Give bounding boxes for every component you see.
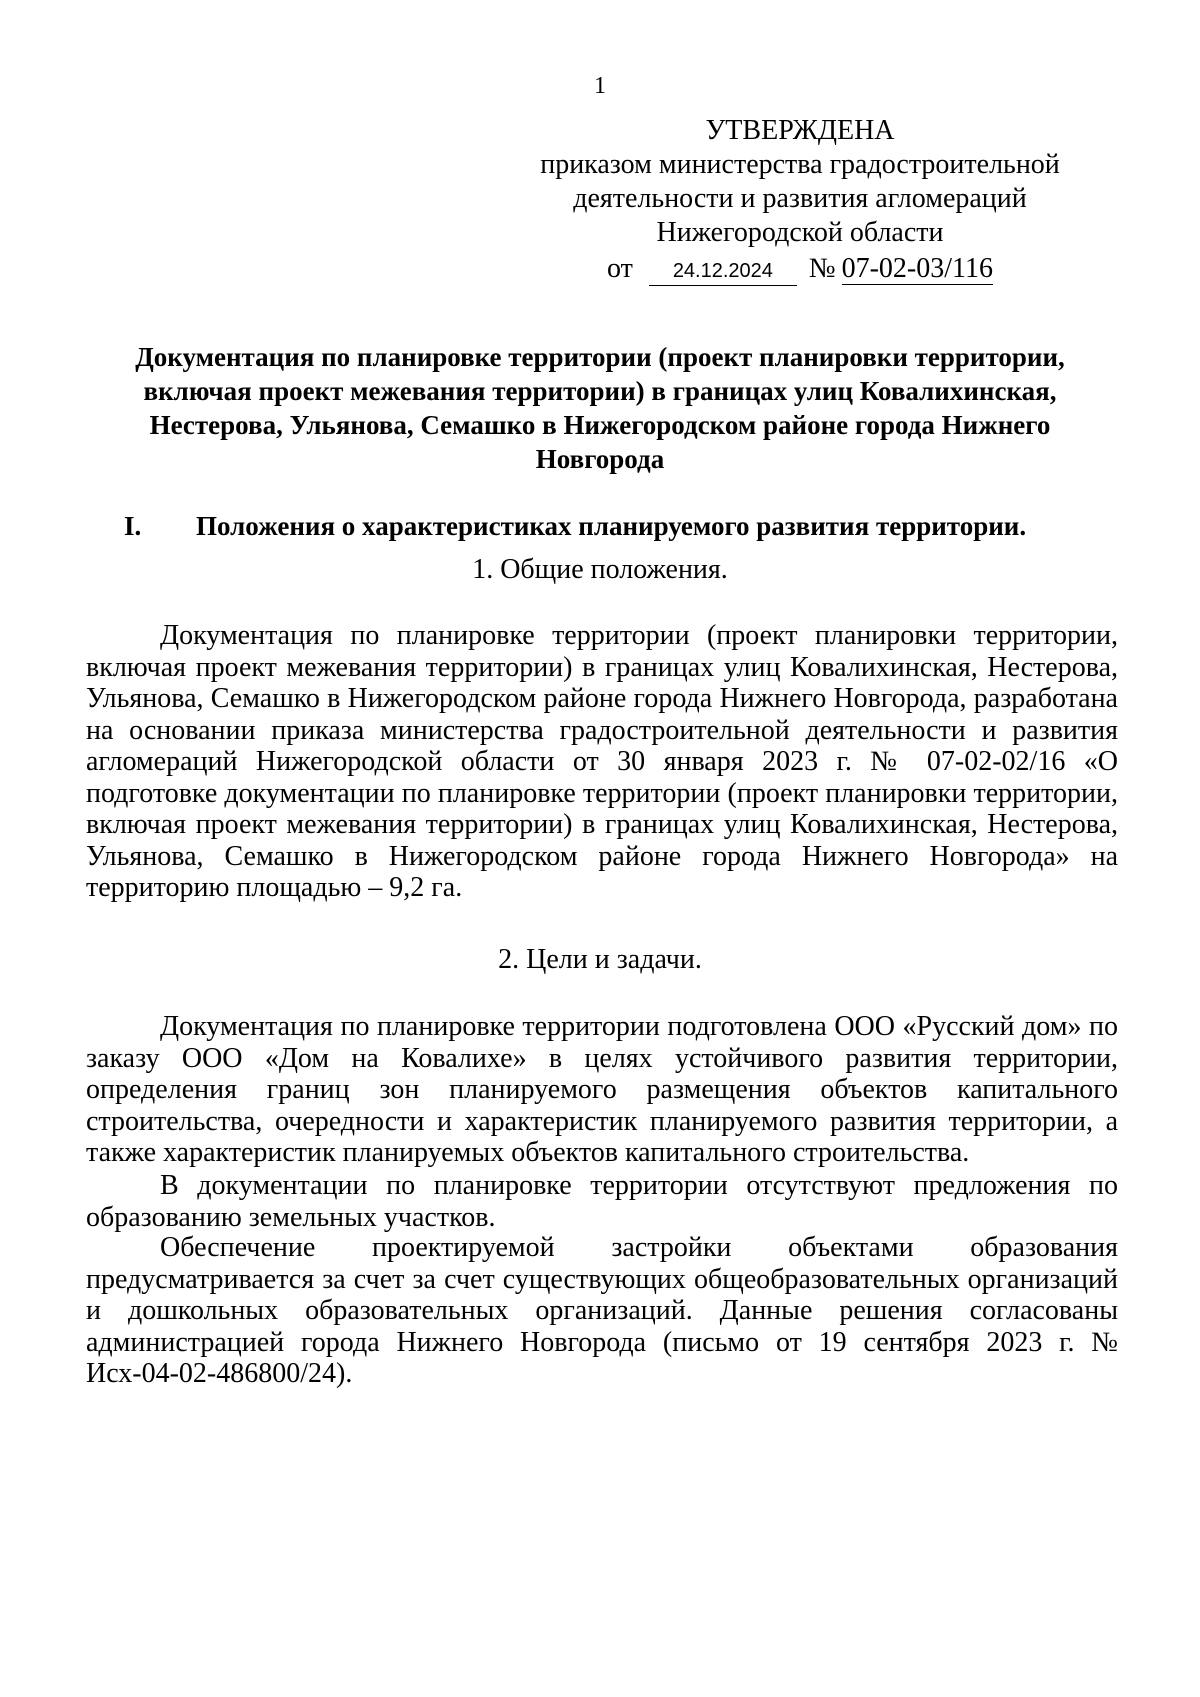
subsection-heading-goals: 2. Цели и задачи. xyxy=(498,944,702,975)
date-prefix: от xyxy=(607,253,633,284)
approval-block xyxy=(520,114,1080,286)
approval-line: деятельности и развития агломераций xyxy=(573,183,1027,214)
land-plots-paragraph: В документации по планировке территории отсутствуют предложения по образованию земельных участков. xyxy=(86,1170,1118,1233)
approval-line: приказом министерства градостроительной xyxy=(540,149,1060,180)
subsection-heading-general: 1. Общие положения. xyxy=(472,554,728,585)
approval-heading: УТВЕРЖДЕНА xyxy=(705,115,895,146)
page-number: 1 xyxy=(594,73,606,99)
section-heading xyxy=(124,509,1084,543)
number-sign: № xyxy=(808,253,836,284)
education-paragraph: Обеспечение проектируемой застройки объектами образования предусматривается за счет за счет существующих общеобразовательных организаций и дошкольных образовательных организаций. Данные решения согласованы администрацией города Нижнего Новгорода (письмо от 19 сентября 2023 г. № Исх-04-02-486800/24). xyxy=(86,1232,1118,1389)
approval-line: Нижегородской области xyxy=(656,217,944,248)
approval-date: 24.12.2024 xyxy=(649,257,797,286)
approval-date-line xyxy=(520,252,1080,286)
goals-paragraph: Документация по планировке территории подготовлена ООО «Русский дом» по заказу ООО «Дом на Ковалихе» в целях устойчивого развития территории, определения границ зон планируемого размещения объектов капитального строительства, очередности и характеристик планируемого развития территории, а также характеристик планируемых объектов капитального строительства. xyxy=(86,1011,1118,1168)
approval-number: 07-02-03/116 xyxy=(841,253,993,284)
section-numeral: I. xyxy=(124,511,142,541)
general-provisions-paragraph: Документация по планировке территории (проект планировки территории, включая проект межевания территории) в границах улиц Ковалихинская, Нестерова, Ульянова, Семашко в Нижегородском районе города Нижнего Новгорода, разработана на основании приказа министерства градостроительной деятельности и развития агломераций Нижегородской области от 30 января 2023 г. № 07-02-02/16 «О подготовке документации по планировке территории (проект планировки территории, включая проект межевания территории) в границах улиц Ковалихинская, Нестерова, Ульянова, Семашко в Нижегородском районе города Нижнего Новгорода» на территорию площадью – 9,2 га. xyxy=(86,620,1118,903)
document-title: Документация по планировке территории (проект планировки территории, включая проект межевания территории) в границах улиц Ковалихинская, Нестерова, Ульянова, Семашко в Нижегородском районе города Нижнего Новгорода xyxy=(135,342,1065,474)
section-title: Положения о характеристиках планируемого развития территории. xyxy=(196,511,1027,541)
